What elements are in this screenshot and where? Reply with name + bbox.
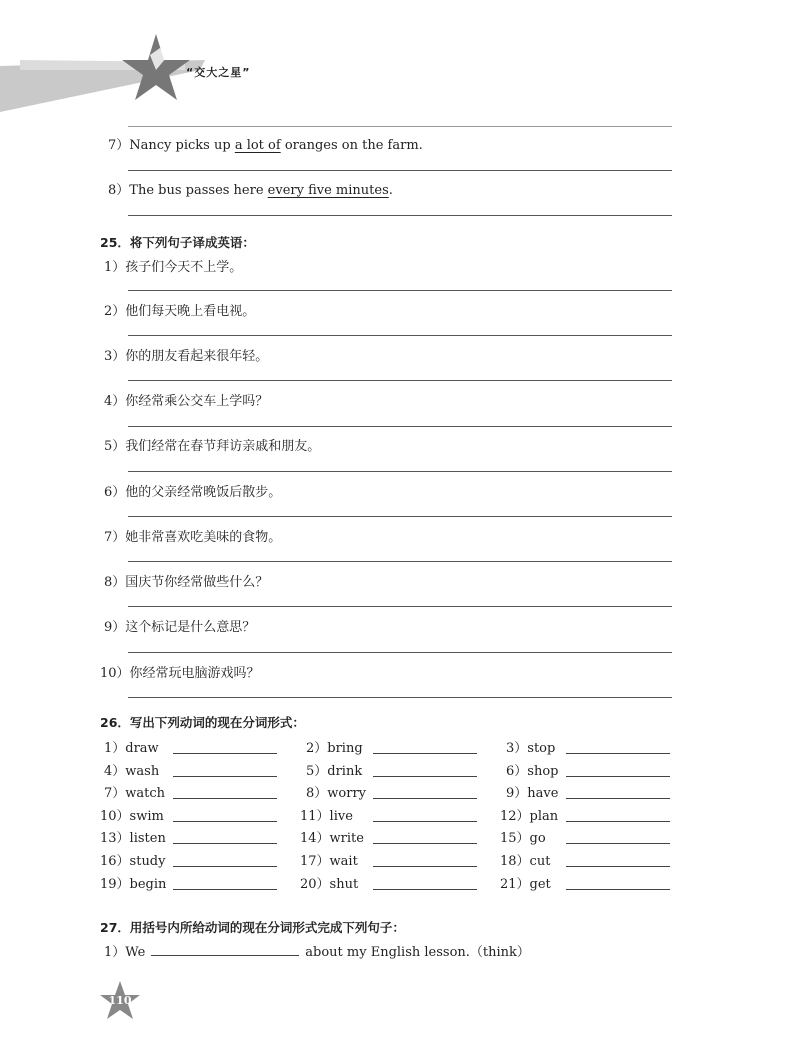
answer-line[interactable] bbox=[128, 215, 672, 216]
page-header bbox=[0, 0, 800, 130]
verb-item: 7）watch bbox=[104, 786, 166, 801]
prev-item-7: 7）Nancy picks up a lot of oranges on the farm. bbox=[108, 138, 423, 153]
brand-label: “交大之星” bbox=[186, 66, 251, 79]
verb-item: 1）draw bbox=[104, 741, 159, 756]
translate-item-8: 8）国庆节你经常做些什么？ bbox=[104, 575, 269, 590]
answer-line[interactable] bbox=[128, 652, 672, 653]
answer-line[interactable] bbox=[128, 561, 672, 562]
verb-blank[interactable] bbox=[173, 866, 277, 867]
verb-blank[interactable] bbox=[566, 753, 670, 754]
section-25-title: 25．将下列句子译成英语： bbox=[100, 235, 255, 250]
answer-line[interactable] bbox=[128, 471, 672, 472]
verb-item: 18）cut bbox=[500, 854, 551, 869]
verb-item: 13）listen bbox=[100, 831, 166, 846]
verb-item: 11）live bbox=[300, 809, 353, 824]
verb-item: 12）plan bbox=[500, 809, 559, 824]
verb-blank[interactable] bbox=[373, 776, 477, 777]
verb-blank[interactable] bbox=[373, 843, 477, 844]
section-27-title: 27．用括号内所给动词的现在分词形式完成下列句子： bbox=[100, 920, 405, 935]
translate-item-1: 1）孩子们今天不上学。 bbox=[104, 260, 243, 275]
header-rule bbox=[128, 126, 672, 127]
verb-blank[interactable] bbox=[173, 798, 277, 799]
verb-blank[interactable] bbox=[373, 798, 477, 799]
verb-blank[interactable] bbox=[173, 843, 277, 844]
verb-blank[interactable] bbox=[373, 753, 477, 754]
verb-blank[interactable] bbox=[566, 776, 670, 777]
translate-item-9: 9）这个标记是什么意思？ bbox=[104, 620, 256, 635]
answer-line[interactable] bbox=[128, 290, 672, 291]
translate-item-5: 5）我们经常在春节拜访亲戚和朋友。 bbox=[104, 439, 321, 454]
verb-blank[interactable] bbox=[566, 798, 670, 799]
verb-blank[interactable] bbox=[173, 776, 277, 777]
verb-item: 6）shop bbox=[506, 764, 559, 779]
verb-item: 21）get bbox=[500, 877, 551, 892]
answer-line[interactable] bbox=[128, 606, 672, 607]
header-decoration bbox=[0, 0, 800, 130]
verb-blank[interactable] bbox=[566, 866, 670, 867]
section-26-title: 26．写出下列动词的现在分词形式： bbox=[100, 715, 305, 730]
verb-blank[interactable] bbox=[373, 889, 477, 890]
verb-blank[interactable] bbox=[566, 821, 670, 822]
translate-item-10: 10）你经常玩电脑游戏吗？ bbox=[100, 666, 260, 681]
verb-item: 15）go bbox=[500, 831, 546, 846]
verb-item: 20）shut bbox=[300, 877, 359, 892]
verb-item: 16）study bbox=[100, 854, 166, 869]
verb-item: 8）worry bbox=[306, 786, 366, 801]
verb-blank[interactable] bbox=[566, 889, 670, 890]
translate-item-6: 6）他的父亲经常晚饭后散步。 bbox=[104, 485, 282, 500]
verb-item: 19）begin bbox=[100, 877, 167, 892]
verb-item: 9）have bbox=[506, 786, 559, 801]
verb-item: 2）bring bbox=[306, 741, 363, 756]
translate-item-2: 2）他们每天晚上看电视。 bbox=[104, 304, 256, 319]
fill-item-1: 1）We about my English lesson.（think） bbox=[104, 945, 530, 960]
translate-item-3: 3）你的朋友看起来很年轻。 bbox=[104, 349, 269, 364]
verb-blank[interactable] bbox=[173, 753, 277, 754]
answer-line[interactable] bbox=[128, 516, 672, 517]
prev-item-8: 8）The bus passes here every five minutes. bbox=[108, 183, 393, 198]
page-number: 110 bbox=[108, 994, 132, 1007]
answer-line[interactable] bbox=[128, 170, 672, 171]
verb-item: 14）write bbox=[300, 831, 364, 846]
verb-item: 3）stop bbox=[506, 741, 556, 756]
verb-blank[interactable] bbox=[373, 866, 477, 867]
translate-item-4: 4）你经常乘公交车上学吗？ bbox=[104, 394, 269, 409]
verb-item: 10）swim bbox=[100, 809, 164, 824]
verb-blank[interactable] bbox=[566, 843, 670, 844]
answer-line[interactable] bbox=[128, 426, 672, 427]
verb-blank[interactable] bbox=[373, 821, 477, 822]
answer-line[interactable] bbox=[128, 380, 672, 381]
verb-blank[interactable] bbox=[173, 821, 277, 822]
verb-item: 5）drink bbox=[306, 764, 363, 779]
answer-line[interactable] bbox=[128, 335, 672, 336]
verb-blank[interactable] bbox=[173, 889, 277, 890]
answer-line[interactable] bbox=[128, 697, 672, 698]
verb-item: 17）wait bbox=[300, 854, 358, 869]
verb-item: 4）wash bbox=[104, 764, 160, 779]
translate-item-7: 7）她非常喜欢吃美味的食物。 bbox=[104, 530, 282, 545]
page-number-badge bbox=[98, 980, 142, 1024]
fill-blank[interactable] bbox=[151, 943, 299, 956]
